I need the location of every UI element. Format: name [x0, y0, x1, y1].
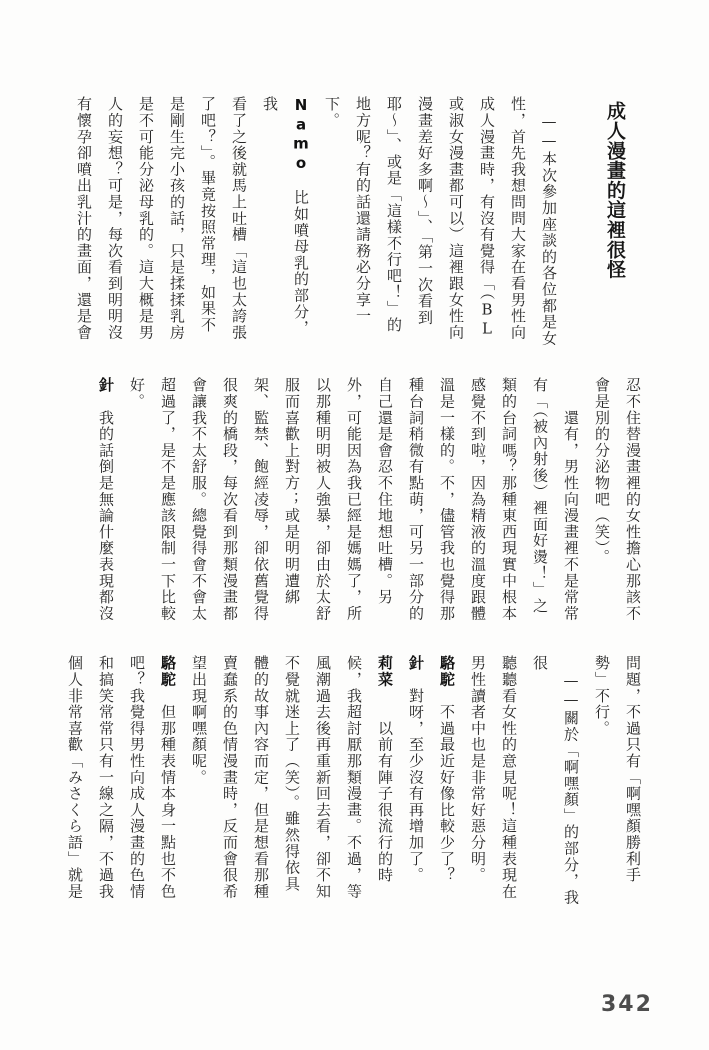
speaker-name: 莉菜	[376, 655, 394, 688]
text-column: 人的妄想？可是，每次看到明明沒	[106, 96, 124, 341]
text-column: 針 對呀，至少沒有再增加了。	[407, 655, 425, 884]
text-column: 望出現啊嘿顏呢。	[190, 655, 208, 786]
text-column: 聽聽看女性的意見呢！這種表現在	[500, 655, 518, 900]
text-column: 好。	[128, 377, 146, 410]
text-column: 看了之後就馬上吐槽「這也太誇張	[230, 96, 248, 341]
text-column: 耶～」、或是「這樣不行吧！」的	[385, 96, 403, 333]
text-column: 或淑女漫畫都可以）這裡跟女性向	[447, 96, 465, 341]
text-column: 和搞笑常常只有一線之隔，不過我	[97, 655, 115, 900]
text-column: 莉菜 以前有陣子很流行的時	[376, 655, 394, 884]
text-column: Namo 比如噴母乳的部分，我	[261, 96, 310, 337]
text-column: 個人非常喜歡「みさくら語」就是	[66, 655, 84, 900]
text-column: 駱駝 但那種表情本身一點也不色	[159, 655, 177, 900]
text-column: 溫是一樣的。不，儘管我也覺得那	[438, 377, 456, 622]
text-column: 下。	[323, 96, 341, 129]
text-column: 針 我的話倒是無論什麼表現都沒	[97, 377, 115, 622]
speaker-name: 針	[407, 655, 425, 672]
text-column: 體的故事內容而定，但是想看那種	[252, 655, 270, 900]
text-column: 會讓我不太舒服。總覺得會不會太	[190, 377, 208, 622]
text-column: 是剛生完小孩的話，只是揉揉乳房	[168, 96, 186, 341]
text-column: 還有，男性向漫畫裡不是常常	[562, 377, 580, 622]
text-column: 性，首先我想問問大家在看男性向	[509, 96, 527, 341]
speaker-name: 針	[97, 377, 115, 394]
text-column: 風潮過去後再重新回去看，卻不知	[314, 655, 332, 900]
text-column: 有「（被內射後）裡面好燙！」之	[531, 377, 549, 614]
text-column: 勢」不行。	[593, 655, 611, 737]
text-column: 感覺不到啦，因為精液的溫度跟體	[469, 377, 487, 622]
text-column: ——本次參加座談的各位都是女	[540, 96, 558, 347]
text-column: 候，我超討厭那類漫畫。不過，等	[345, 655, 363, 900]
speaker-name: 駱駝	[159, 655, 177, 688]
text-column: 服而喜歡上對方；或是明明遭綁	[283, 377, 301, 606]
text-column: 忍不住替漫畫裡的女性擔心那該不	[624, 377, 642, 622]
text-column: 男性讀者中也是非常好惡分明。	[469, 655, 487, 884]
text-column: 類的台詞嗎？那種東西現實中根本	[500, 377, 518, 622]
text-column: 超過了，是不是應該限制一下比較	[159, 377, 177, 622]
text-column: 不覺就迷上了（笑）。雖然得依具	[283, 655, 301, 892]
page-number: 342	[601, 992, 653, 1017]
text-column: 吧？我覺得男性向成人漫畫的色情	[128, 655, 146, 900]
text-column: 是不可能分泌母乳的。這大概是男	[137, 96, 155, 341]
text-column: 漫畫差好多啊～」、「第一次看到	[416, 96, 434, 326]
text-column: 種台詞稍微有點萌，可另一部分的	[407, 377, 425, 622]
text-column: 成人漫畫時，有沒有覺得「（BL	[478, 96, 496, 339]
text-column: 問題，不過只有「啊嘿顏勝利手	[624, 655, 642, 884]
text-column: 會是別的分泌物吧（笑）。	[593, 377, 611, 566]
text-band-bottom	[66, 655, 648, 907]
text-band-middle	[90, 377, 648, 629]
text-column: 很爽的橋段，每次看到那類漫畫都	[221, 377, 239, 622]
text-column: 自己還是會忍不住地想吐槽。另	[376, 377, 394, 606]
text-column: 了吧？」。畢竟按照常理，如果不	[199, 96, 217, 333]
section-title: 成人漫畫的這裡很怪	[604, 101, 626, 280]
speaker-name: Namo	[292, 96, 310, 174]
text-column: 駱駝 不過最近好像比較少了？	[438, 655, 456, 884]
speaker-name: 駱駝	[438, 655, 456, 688]
text-column: 架、監禁、飽經凌辱，卻依舊覺得	[252, 377, 270, 622]
text-column: 外，可能因為我已經是媽媽了，所	[345, 377, 363, 622]
text-band-top	[75, 96, 564, 348]
text-column: 賣蠢系的色情漫畫時，反而會很希	[221, 655, 239, 900]
text-column: 地方呢？有的話還請務必分享一	[354, 96, 372, 325]
text-column: 有懷孕卻噴出乳汁的畫面，還是會	[75, 96, 93, 341]
text-column: ——關於「啊嘿顏」的部分，我很	[531, 655, 580, 906]
text-column: 以那種明明被人強暴，卻由於太舒	[314, 377, 332, 622]
